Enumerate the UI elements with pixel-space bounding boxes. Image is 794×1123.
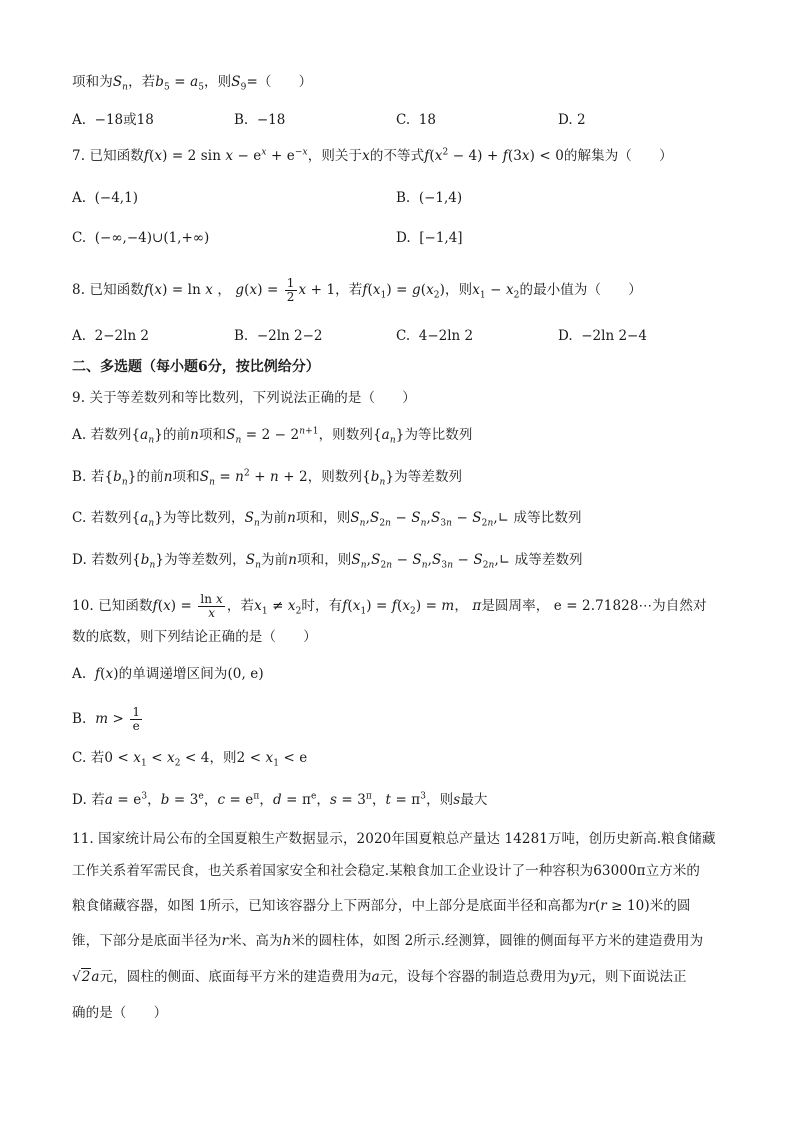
option-text: 若 [91, 792, 105, 808]
q8-option-a[interactable] [72, 326, 149, 346]
q10-text: 是圆周率， [481, 598, 550, 614]
q11-text: 元，则下面说法正 [577, 969, 687, 985]
question-number: 10. [72, 598, 94, 614]
q11-text: 元，设每个容器的制造总费用为 [379, 969, 571, 985]
option-label: C. [72, 750, 87, 766]
option-label: B. [72, 469, 87, 485]
option-text: 若 [90, 750, 105, 766]
option-label: A. [72, 666, 87, 682]
option-text: ，则数列 [318, 427, 373, 443]
option-text: 最大 [460, 792, 488, 808]
q6-option-d[interactable] [558, 110, 586, 130]
option-text: 若数列 [90, 427, 132, 443]
q6-option-c[interactable] [396, 110, 436, 130]
q9-option-a[interactable]: A. 若数列$\{a_n\}$的前n项和$S_n = 2 - 2^{n+1}$，则数列$\{a_n\}$为等比数列 [72, 426, 473, 446]
q7-text: ，则关于 [307, 148, 363, 164]
q11-text: 锥，下部分是底面半径为 [72, 933, 222, 949]
option-text: 2 [576, 112, 586, 128]
q11-text: 元，圆柱的侧面、底面每平方米的建造费用为 [99, 969, 372, 985]
option-text: 为等比数列 [404, 427, 473, 443]
option-text: 为等比数列， [163, 510, 245, 526]
q10-text: 时，有 [301, 598, 343, 614]
q11-text: 粮食储藏容器，如图 1所示，已知该容器分上下两部分，中上部分是底面半径和高都为 [72, 898, 589, 914]
q10-stem-line1: 10. 已知函数f(x) = $\frac{\text{ln x}}{x}$ ，若$x_1 \ne x_2$时，有$f(x_1) = f(x_2) = m$， π是圆周率， e = 2.71828⋯为自然对 [72, 592, 707, 620]
q8-option-b[interactable] [234, 326, 323, 346]
q6-option-a[interactable] [72, 110, 154, 130]
option-text: ，则 [209, 750, 237, 766]
option-label: C. [396, 328, 411, 344]
q10-option-b[interactable]: B. m > $\frac{1}{e}$ [72, 705, 141, 733]
option-text: 项和，则 [297, 552, 352, 568]
option-text: 2−2ln 2 [94, 328, 150, 344]
q10-option-c[interactable]: C. 若$0 < x_1 < x_2 < 4$，则$2 < x_1 < e$ [72, 750, 308, 769]
option-label: D. [396, 230, 411, 246]
option-text: [−1,4] [419, 230, 463, 246]
q11-text: 米的圆 [649, 898, 691, 914]
option-text: 成等比数列 [513, 510, 582, 526]
option-text: 为等差数列， [164, 552, 246, 568]
q10-option-a[interactable]: A. f(x)的单调递增区间为(0, e) [72, 666, 264, 682]
q10-text: ，若 [226, 598, 255, 614]
q6-option-b[interactable] [234, 110, 285, 130]
q6-text: =（ ） [246, 74, 313, 90]
q7-option-b[interactable] [396, 188, 462, 208]
option-text: 成等差数列 [514, 552, 583, 568]
option-text: 若数列 [91, 552, 133, 568]
q7-text: 已知函数 [89, 148, 144, 164]
q11-line2 [72, 861, 700, 881]
q9-stem: 9. 关于等差数列和等比数列，下列说法正确的是（ ） [72, 390, 416, 406]
option-text: −18 [256, 112, 286, 128]
option-label: D. [72, 552, 87, 568]
q11-volume: 63000π [593, 863, 646, 879]
q7-text: 的不等式 [369, 148, 425, 164]
q6-text: 项和为 [72, 74, 113, 90]
q7-text: 的解集为（ ） [563, 148, 673, 164]
q9-option-c[interactable]: C. 若数列$\{a_n\}$为等比数列，$S_n$为前n项和，则$S_n,S_{2n} - S_n,S_{3n}$ − $S_{2n},∟$ 成等比数列 [72, 510, 582, 529]
option-label: C. [72, 230, 87, 246]
option-text: −2ln 2−2 [256, 328, 323, 344]
option-text: 的单调递增区间为 [118, 666, 228, 682]
q10-option-d[interactable]: D. 若$a = e^3$，$b = 3^e$，$c = e^\pi$，$d = \pi^e$，$s = 3^\pi$，$t = \pi^3$，则s最大 [72, 791, 488, 808]
q8-stem: 8. 已知函数f(x) = ln x ， g(x) = $\frac{1}{2}$ x + 1，若$f(x_1) = g(x_2)$，则$x_1 - x_2$的最小值为（ ） [72, 276, 642, 304]
q11-line4: 锥，下部分是底面半径为r米、高为h米的圆柱体，如图 2所示.经测算，圆锥的侧面每平方米的建造费用为 [72, 933, 704, 949]
option-text: 为前 [259, 510, 288, 526]
option-label: A. [72, 112, 87, 128]
q6-stem-tail: 项和为$S_n$，若$b_5 = a_5$，则$S_9=$（ ） [72, 74, 313, 93]
option-label: B. [234, 112, 249, 128]
option-label: D. [558, 112, 573, 128]
option-text: 项和 [198, 427, 227, 443]
option-text: −2ln 2−4 [581, 328, 647, 344]
q11-text: 米、高为 [228, 933, 283, 949]
option-label: B. [396, 190, 411, 206]
option-label: A. [72, 190, 87, 206]
option-text: 为前 [261, 552, 289, 568]
q10-text: 已知函数 [98, 598, 153, 614]
q11-text: 米的圆柱体，如图 2所示.经测算，圆锥的侧面每平方米的建造费用为 [291, 933, 704, 949]
question-number: 8. [72, 282, 86, 298]
q10-e-value: e = 2.71828⋯ [553, 598, 653, 614]
q11-line1: 11. 国家统计局公布的全国夏粮生产数据显示，2020年国夏粮总产量达 14281万吨，创历史新高.粮食储藏 [72, 831, 716, 847]
q7-option-a[interactable] [72, 188, 138, 208]
option-text: ，则数列 [307, 469, 363, 485]
option-text: 若数列 [90, 510, 132, 526]
q9-option-d[interactable]: D. 若数列$\{b_n\}$为等差数列，$S_n$为前n项和，则$S_n,S_{2n} - S_n,S_{3n}$ − $S_{2n},∟$ 成等差数列 [72, 552, 583, 571]
q11-text: 工作关系着军需民食，也关系着国家安全和社会稳定.某粮食加工企业设计了一种容积为 [72, 863, 594, 879]
option-label: C. [72, 510, 87, 526]
q10-stem-line2: 数的底数，则下列结论正确的是（ ） [72, 629, 317, 645]
q7-stem: 7. 已知函数f(x) = 2 $\sin x - e^x + e^{-x}$，则关于x的不等式$f(x^2 - 4) + f(3x) < 0$的解集为（ ） [72, 147, 673, 164]
question-number: 7. [72, 148, 86, 164]
q11-text: 立方米的 [645, 863, 701, 879]
q10-text: 为自然对 [652, 598, 707, 614]
option-text: 项和 [172, 469, 200, 485]
option-label: B. [234, 328, 249, 344]
q7-option-d[interactable] [396, 228, 463, 248]
option-text: 的前 [136, 469, 164, 485]
q8-text: 已知函数 [89, 282, 144, 298]
q8-option-d[interactable] [558, 326, 647, 346]
q8-text: ，则 [445, 282, 473, 298]
option-text: (−∞,−4)∪(1,+∞) [94, 230, 210, 246]
option-label: C. [396, 112, 411, 128]
option-text: 4−2ln 2 [418, 328, 474, 344]
q11-line5: √2a元，圆柱的侧面、底面每平方米的建造费用为a元，设每个容器的制造总费用为y元，则下面说法正 [72, 969, 687, 985]
option-label: D. [558, 328, 573, 344]
option-text: 若 [90, 469, 105, 485]
option-text: ，则 [426, 792, 454, 808]
q10-text: ， [454, 598, 468, 614]
option-label: B. [72, 711, 87, 727]
q6-text: ，则 [204, 74, 232, 90]
q11-line3: 粮食储藏容器，如图 1所示，已知该容器分上下两部分，中上部分是底面半径和高都为r(r ≥ 10)米的圆 [72, 898, 691, 914]
section-title: 二、多选题（每小题6分，按比例给分） [72, 359, 320, 375]
option-text: 为等差数列 [394, 469, 463, 485]
q8-option-c[interactable] [396, 326, 473, 346]
q8-text: 的最小值为（ ） [519, 282, 642, 298]
q9-option-b[interactable]: B. 若$\{b_n\}$的前n项和$S_n = n^2 + n + 2$，则数列$\{b_n\}$为等差数列 [72, 468, 463, 488]
option-text: 的前 [162, 427, 191, 443]
q6-text: ，若 [128, 74, 156, 90]
option-text: (−4,1) [94, 190, 138, 206]
option-text: 18 [418, 112, 436, 128]
q11-line6: 确的是（ ） [72, 1005, 168, 1021]
option-text: 项和，则 [295, 510, 351, 526]
option-label: A. [72, 328, 87, 344]
q8-text: ，若 [335, 282, 363, 298]
option-label: D. [72, 792, 87, 808]
option-text: (−1,4) [418, 190, 463, 206]
option-label: A. [72, 427, 87, 443]
q7-option-c[interactable] [72, 228, 209, 248]
option-text: −18或18 [94, 112, 154, 128]
